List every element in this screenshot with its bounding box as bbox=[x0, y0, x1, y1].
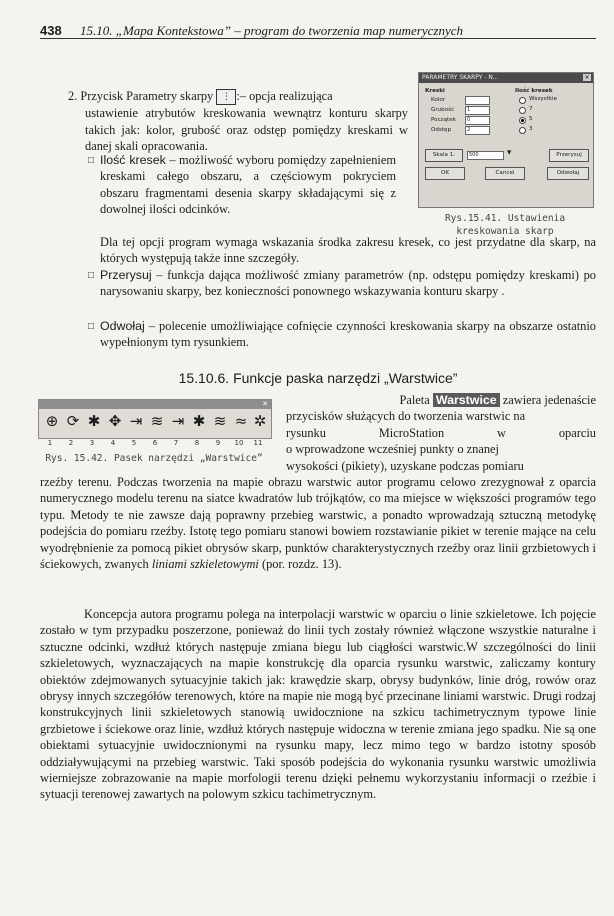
paragraph-1 bbox=[40, 474, 596, 572]
chevron-down-icon[interactable]: ▼ bbox=[507, 150, 512, 156]
poczatek-input[interactable]: 0 bbox=[465, 116, 490, 125]
odstep-label: Odstęp bbox=[431, 127, 452, 133]
radio-5-label: 5 bbox=[529, 116, 533, 122]
close-icon[interactable]: ✕ bbox=[262, 400, 268, 408]
odstep-input[interactable]: 2 bbox=[465, 126, 490, 135]
radio-3[interactable] bbox=[519, 127, 526, 134]
bullet-2-text: – funkcja dająca możliwość zmiany parametrów (np. odstępu pomiędzy kreskami) po narysowaniu skarpy, bez konieczności ponownego wskazywania konturu skarpy . bbox=[100, 268, 596, 299]
toolbar-number: 3 bbox=[89, 439, 95, 447]
bullet-2 bbox=[100, 267, 596, 300]
odwolaj-button[interactable]: Odwołaj bbox=[547, 167, 589, 180]
bullet-3-text: – polecenie umożliwiające cofnięcie czynności kreskowania skarpy na obszarze ostatnio wypełnionym tym rysunkiem. bbox=[100, 319, 596, 350]
palette-line: wysokości (pikiety), uzyskane podczas pomiaru bbox=[286, 458, 524, 473]
contour-tool-3-icon[interactable]: ✱ bbox=[87, 412, 101, 430]
paragraph-2 bbox=[40, 606, 596, 803]
palette-intro bbox=[286, 392, 596, 474]
toolbar-number: 10 bbox=[234, 439, 244, 447]
radio-5-selected[interactable] bbox=[519, 117, 526, 124]
contour-tool-10-icon[interactable]: ≈ bbox=[234, 412, 248, 430]
paragraph-1-end: (por. rozdz. 13). bbox=[258, 557, 342, 572]
contour-tool-6-icon[interactable]: ≋ bbox=[150, 412, 164, 430]
paragraph-1-italic: liniami szkieletowymi bbox=[151, 557, 259, 572]
kolor-label: Kolor bbox=[431, 97, 446, 103]
skala-select[interactable]: 500 bbox=[467, 151, 504, 160]
grubosc-label: Grubość bbox=[431, 107, 455, 113]
grubosc-input[interactable]: 1 bbox=[465, 106, 490, 115]
toolbar-number: 2 bbox=[68, 439, 74, 447]
toolbar-titlebar bbox=[39, 400, 271, 409]
contour-tool-4-icon[interactable]: ✥ bbox=[108, 412, 122, 430]
parametry-skarpy-dialog bbox=[418, 72, 594, 208]
toolbar-number: 11 bbox=[253, 439, 263, 447]
radio-wszystkie[interactable] bbox=[519, 97, 526, 104]
palette-name-badge: Warstwice bbox=[433, 393, 500, 407]
running-title: 15.10. „Mapa Kontekstowa” – program do tworzenia map numerycznych bbox=[80, 23, 464, 38]
palette-word: Paleta bbox=[399, 393, 430, 407]
radio-wszystkie-label: Wszystkie bbox=[529, 96, 558, 102]
bullet-1-term: Ilość kresek bbox=[100, 153, 166, 167]
palette-line: rysunku MicroStation w oparciu bbox=[286, 425, 596, 440]
dialog-title: PARAMETRY SKARPY - N... bbox=[419, 73, 593, 83]
toolbar-number: 6 bbox=[152, 439, 158, 447]
close-icon[interactable]: × bbox=[584, 74, 590, 81]
toolbar-number: 9 bbox=[215, 439, 221, 447]
section-heading: 15.10.6. Funkcje paska narzędzi „Warstwice” bbox=[178, 370, 458, 386]
item-2 bbox=[68, 88, 408, 154]
palette-line: o wprowadzone wcześniej punkty o znanej bbox=[286, 442, 499, 457]
bullet-3-term: Odwołaj bbox=[100, 319, 145, 333]
contour-tool-9-icon[interactable]: ≋ bbox=[213, 412, 227, 430]
toolbar-number: 4 bbox=[110, 439, 116, 447]
warstwice-toolbar bbox=[38, 399, 272, 439]
bullet-2-term: Przerysuj bbox=[100, 268, 152, 282]
bullet-marker: □ bbox=[88, 155, 95, 166]
kreski-label: Kreski bbox=[425, 88, 445, 94]
item-2-text: ustawienie atrybutów kreskowania wewnątrz konturu skarpy takich jak: kolor, grubość oraz odstęp pomiędzy kreskami w danej skali opracowania. bbox=[85, 106, 408, 153]
item-2-label: 2. Przycisk Parametry skarpy bbox=[68, 89, 214, 103]
radio-7-label: 7 bbox=[529, 106, 533, 112]
contour-tool-2-icon[interactable]: ⟳ bbox=[66, 412, 80, 430]
toolbar-number: 8 bbox=[194, 439, 200, 447]
cancel-button[interactable]: Cancel bbox=[485, 167, 525, 180]
bullet-marker: □ bbox=[88, 270, 95, 281]
radio-3-label: 3 bbox=[529, 126, 533, 132]
bullet-marker: □ bbox=[88, 321, 95, 332]
bullet-1-cont-text: Dla tej opcji program wymaga wskazania środka zakresu kresek, co jest przydatne dla skarp, na których występują także inne szczegóły. bbox=[100, 235, 596, 266]
radio-7[interactable] bbox=[519, 107, 526, 114]
contour-tool-11-icon[interactable]: ✲ bbox=[253, 412, 267, 430]
bullet-1-cont bbox=[100, 234, 596, 267]
item-2-after: :– opcja realizująca bbox=[236, 89, 333, 103]
toolbar-number: 7 bbox=[173, 439, 179, 447]
poczatek-label: Początek bbox=[431, 117, 456, 123]
figure-caption-15-42: Rys. 15.42. Pasek narzędzi „Warstwice” bbox=[45, 453, 263, 464]
parametry-skarpy-button-icon: ⋮ bbox=[216, 89, 236, 105]
contour-tool-5-icon[interactable]: ⇥ bbox=[129, 412, 143, 430]
header-rule bbox=[40, 38, 596, 39]
ilosc-kresek-label: Ilość kresek bbox=[515, 88, 553, 94]
toolbar-number: 1 bbox=[47, 439, 53, 447]
paragraph-2-text: Koncepcja autora programu polega na interpolacji warstwic w oparciu o linie szkieletowe. Ich pojęcie zostało w tym przypadku poszerzone, ponieważ do linii tych zostały również włączone wszystkie naturalne i sztuczne odcinki, wzdłuż których następuje zmiana biegu lub ciągłości warstwic.W szczególności do linii szkieletowych, wyznaczających na mapie konstrukcję dla oparcia rysunku warstwic, zaliczamy kontury obiektów zdejmowanych sytuacyjnie takich jak: krawędzie skarp, obrysy budynków, linie dróg, rowów oraz obrysy innych szczegółów terenowych, które na mapie nie mogą być przecinane liniami warstwic. Drugi rodzaj konstrukcyjnych linii szkieletowych stanowią uwidocznione na szkicu tachimetrycznym typowe linie grzbietowe i ściekowe oraz linie, wzdłuż których następuje widoczna w terenie zmiana jego spadku. Nie są one obiektami sytuacyjnie uwidocznionymi na rysunku mapy, lecz mimo tego w bardzo istotny sposób oddziaływującymi na przebieg warstwic. Taki sposób podejścia do wykonania rysunku warstwic umożliwia wierniejsze zobrazowanie na mapie morfologii terenu dzięki pełnemu wykorzystaniu informacji o rzeźbie i sytuacji terenowej zawartych na polowym szkicu tachimetrycznym. bbox=[40, 607, 596, 802]
bullet-3 bbox=[100, 318, 596, 351]
page-header bbox=[40, 18, 596, 44]
toolbar-number: 5 bbox=[131, 439, 137, 447]
contour-tool-8-icon[interactable]: ✱ bbox=[192, 412, 206, 430]
palette-line: przycisków służących do tworzenia warstwic na bbox=[286, 409, 526, 424]
figure-caption-15-41: Rys.15.41. Ustawienia kreskowania skarp bbox=[444, 213, 566, 237]
contour-tool-1-icon[interactable]: ⊕ bbox=[45, 412, 59, 430]
bullet-1-text: – możliwość wyboru pomiędzy zapełnieniem kreskami całego obszaru, a częściowym pokryciem obszaru fragmentami desenia skarpy składającymi się z dowolnej ilości odcinków. bbox=[100, 153, 396, 217]
contour-tool-7-icon[interactable]: ⇥ bbox=[171, 412, 185, 430]
palette-rest: zawiera jedenaście bbox=[502, 393, 596, 407]
skala-label: Skala 1: bbox=[425, 149, 463, 162]
page-number: 438 bbox=[40, 23, 62, 38]
ok-button[interactable]: OK bbox=[425, 167, 465, 180]
bullet-1 bbox=[100, 152, 396, 218]
paragraph-1-text: rzeźby terenu. Podczas tworzenia na mapie obrazu warstwic autor programu celowo zrezygnował z oparcia numerycznego modelu terenu na siatce kwadratów lub trójkątów, co ma miejsce w większości programów tego typu. Metody te nie zawsze dają poprawny przebieg warstwic, a ponadto wprowadzają sztuczną metodykę podejścia do pomiaru rzeźby. Istotę tego pomiaru stanowi bowiem rozstawianie pikiet w terenie mające na celu wyodrębnienie za pomocą pikiet obrysów skarp, punktów charakterystycznych rzeźby oraz linii grzbietowych i ściekowych, zwanych bbox=[40, 475, 596, 572]
przerysuj-button[interactable]: Przerysuj bbox=[549, 149, 589, 162]
kolor-input[interactable] bbox=[465, 96, 490, 105]
